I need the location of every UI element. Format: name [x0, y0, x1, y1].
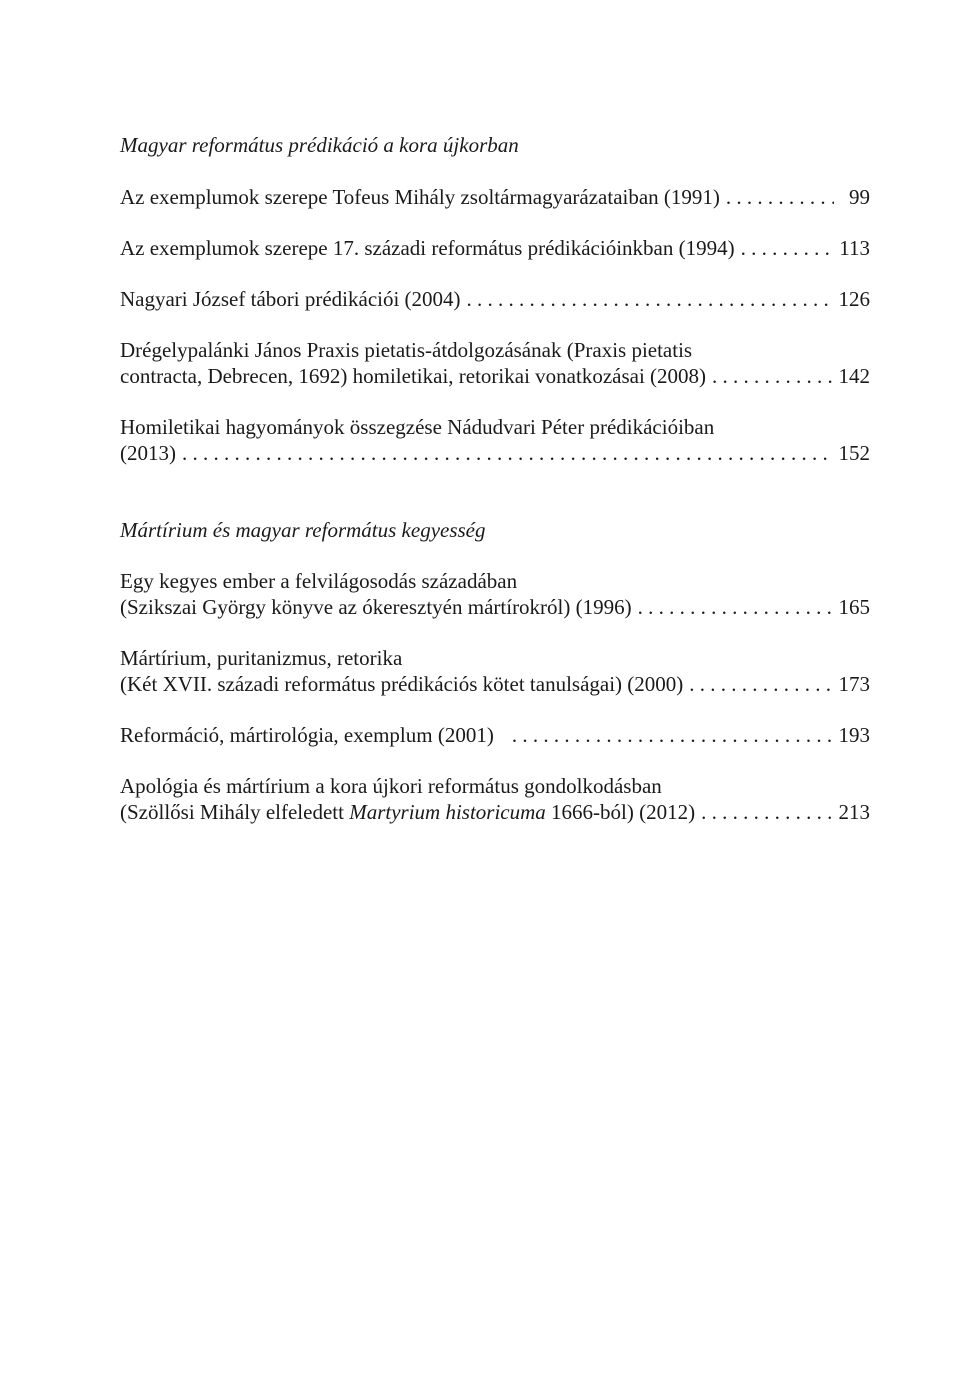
leader-dots	[638, 594, 833, 620]
leader-dots	[741, 235, 834, 261]
toc-section	[120, 132, 870, 158]
page-number: 142	[838, 364, 870, 388]
entry-title-part: (Szöllősi Mihály elfeledett	[120, 800, 350, 824]
toc-entry	[120, 645, 870, 697]
toc-entry	[120, 773, 870, 825]
page-number: 126	[838, 287, 870, 311]
leader-dots	[182, 440, 833, 466]
entry-title-line: (Szikszai György könyve az ókeresztyén mártírokról) (1996)	[120, 595, 632, 619]
leader-dots	[689, 671, 832, 697]
entry-title: Az exemplumok szerepe 17. századi református prédikációinkban (1994)	[120, 236, 735, 260]
entry-title: Az exemplumok szerepe Tofeus Mihály zsoltármagyarázataiban (1991)	[120, 185, 720, 209]
toc-entry	[120, 286, 870, 312]
entry-title-line: Egy kegyes ember a felvilágosodás századában	[120, 569, 518, 593]
entry-title-italic: Martyrium historicuma	[349, 800, 546, 824]
entry-title: Reformáció, mártirológia, exemplum (2001)	[120, 723, 494, 747]
entry-title-line: (Két XVII. századi református prédikációs kötet tanulságai) (2000)	[120, 672, 684, 696]
entry-title-line: Drégelypalánki János Praxis pietatis-átdolgozásának (Praxis pietatis	[120, 338, 693, 362]
page-number: 165	[838, 595, 870, 619]
leader-dots	[512, 722, 833, 748]
entry-title-line: Apológia és mártírium a kora újkori református gondolkodásban	[120, 774, 662, 798]
entry-title-line: (2013)	[120, 441, 176, 465]
page-number: 152	[838, 441, 870, 465]
section-title: Magyar református prédikáció a kora újkorban	[120, 133, 519, 157]
leader-dots	[712, 363, 832, 389]
entry-title-line	[120, 799, 695, 825]
entry-title-line: Mártírium, puritanizmus, retorika	[120, 646, 403, 670]
toc-entry	[120, 414, 870, 466]
toc-entry	[120, 184, 870, 210]
toc-entry	[120, 722, 870, 748]
section-title: Mártírium és magyar református kegyesség	[120, 518, 486, 542]
leader-dots	[701, 799, 832, 825]
entry-title: Nagyari József tábori prédikációi (2004)	[120, 287, 461, 311]
toc-entry	[120, 337, 870, 389]
page-number: 113	[839, 236, 870, 260]
leader-dots	[467, 286, 833, 312]
toc-section	[120, 517, 870, 543]
entry-title-part: 1666-ból) (2012)	[545, 800, 696, 824]
entry-title-line: Homiletikai hagyományok összegzése Nádudvari Péter prédikációiban	[120, 415, 715, 439]
toc-entry	[120, 235, 870, 261]
page-number: 99	[849, 185, 870, 209]
toc-entry	[120, 568, 870, 620]
page-number: 173	[838, 672, 870, 696]
page-number: 213	[838, 800, 870, 824]
entry-title-line: contracta, Debrecen, 1692) homiletikai, retorikai vonatkozásai (2008)	[120, 364, 707, 388]
leader-dots	[726, 184, 834, 210]
page-number: 193	[838, 723, 870, 747]
